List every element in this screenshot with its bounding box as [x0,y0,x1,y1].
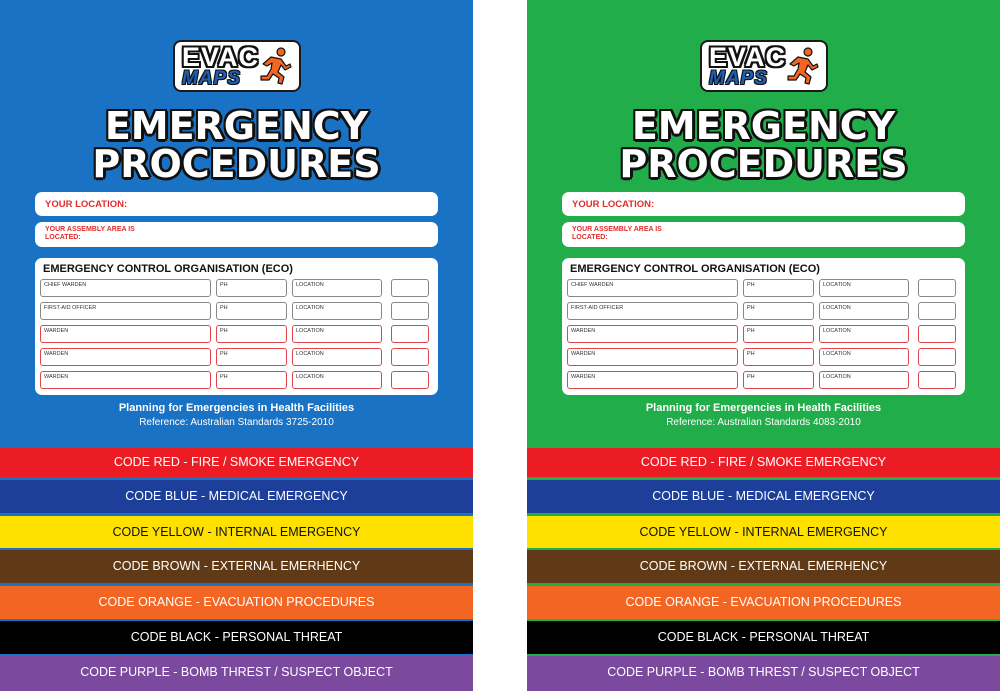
your-location-label: YOUR LOCATION: [572,199,655,210]
logo-maps-text: MAPS [709,68,768,89]
eco-location-cell[interactable]: LOCATION [819,325,909,343]
assembly-area-field[interactable] [562,222,965,247]
eco-phone-cell[interactable]: PH [216,302,287,320]
title-procedures: PROCEDURES [92,142,381,186]
eco-role-cell[interactable]: WARDEN [40,348,211,366]
code-brown-band [527,550,1000,583]
eco-blank-cell[interactable] [918,325,956,343]
eco-phone-cell[interactable]: PH [743,371,814,389]
code-orange-band [0,586,473,619]
eco-role-cell[interactable]: WARDEN [40,371,211,389]
title-emergency: EMERGENCY [631,104,896,148]
eco-blank-cell[interactable] [391,302,429,320]
code-black-band [0,621,473,654]
eco-heading: EMERGENCY CONTROL ORGANISATION (ECO) [570,263,820,275]
logo-evac-text: EVAC [182,42,260,72]
eco-role-cell[interactable]: CHIEF WARDEN [40,279,211,297]
poster-green [527,0,1000,691]
code-black-text: CODE BLACK - PERSONAL THREAT [657,630,870,644]
eco-phone-cell[interactable]: PH [216,371,287,389]
eco-phone-cell[interactable]: PH [216,279,287,297]
eco-phone-cell[interactable]: PH [743,348,814,366]
code-orange-text: CODE ORANGE - EVACUATION PROCEDURES [625,595,902,609]
standards-reference: Reference: Australian Standards 4083-2010 [666,417,861,428]
code-red-band [527,448,1000,477]
eco-location-cell[interactable]: LOCATION [292,279,382,297]
assembly-area-field[interactable] [35,222,438,247]
code-blue-band [527,480,1000,513]
code-yellow-text: CODE YELLOW - INTERNAL EMERGENCY [639,525,888,539]
eco-blank-cell[interactable] [918,302,956,320]
eco-role-cell[interactable]: WARDEN [567,348,738,366]
planning-heading: Planning for Emergencies in Health Facilities [118,402,355,414]
logo-evac-text: EVAC [709,42,787,72]
your-location-field[interactable] [562,192,965,216]
code-purple-text: CODE PURPLE - BOMB THREST / SUSPECT OBJECT [607,665,920,679]
your-location-label: YOUR LOCATION: [45,199,128,210]
eco-heading: EMERGENCY CONTROL ORGANISATION (ECO) [43,263,293,275]
eco-phone-cell[interactable]: PH [743,279,814,297]
eco-blank-cell[interactable] [391,348,429,366]
eco-panel [562,258,965,395]
standards-reference: Reference: Australian Standards 3725-2010 [139,417,334,428]
eco-phone-cell[interactable]: PH [743,325,814,343]
running-man-icon [257,47,293,87]
title-emergency: EMERGENCY [104,104,369,148]
evac-maps-logo [700,40,828,92]
poster-blue [0,0,473,691]
eco-blank-cell[interactable] [918,348,956,366]
evac-maps-logo [173,40,301,92]
code-blue-band [0,480,473,513]
code-blue-text: CODE BLUE - MEDICAL EMERGENCY [652,489,875,503]
eco-phone-cell[interactable]: PH [743,302,814,320]
eco-location-cell[interactable]: LOCATION [819,348,909,366]
eco-role-cell[interactable]: WARDEN [40,325,211,343]
eco-panel [35,258,438,395]
eco-location-cell[interactable]: LOCATION [819,371,909,389]
eco-blank-cell[interactable] [918,371,956,389]
code-blue-text: CODE BLUE - MEDICAL EMERGENCY [125,489,348,503]
title-procedures: PROCEDURES [619,142,908,186]
code-red-text: CODE RED - FIRE / SMOKE EMERGENCY [113,455,360,469]
eco-role-cell[interactable]: WARDEN [567,325,738,343]
eco-location-cell[interactable]: LOCATION [292,371,382,389]
code-purple-band [0,656,473,691]
code-brown-band [0,550,473,583]
code-red-text: CODE RED - FIRE / SMOKE EMERGENCY [640,455,887,469]
eco-location-cell[interactable]: LOCATION [292,302,382,320]
code-yellow-text: CODE YELLOW - INTERNAL EMERGENCY [112,525,361,539]
assembly-area-label: YOUR ASSEMBLY AREA IS LOCATED: [45,226,135,241]
eco-phone-cell[interactable]: PH [216,325,287,343]
code-black-text: CODE BLACK - PERSONAL THREAT [130,630,343,644]
logo-maps-text: MAPS [182,68,241,89]
code-black-band [527,621,1000,654]
code-yellow-band [0,516,473,548]
planning-heading: Planning for Emergencies in Health Facilities [645,402,882,414]
eco-location-cell[interactable]: LOCATION [292,348,382,366]
eco-blank-cell[interactable] [391,279,429,297]
eco-location-cell[interactable]: LOCATION [292,325,382,343]
code-purple-text: CODE PURPLE - BOMB THREST / SUSPECT OBJECT [80,665,393,679]
code-orange-text: CODE ORANGE - EVACUATION PROCEDURES [98,595,375,609]
eco-blank-cell[interactable] [918,279,956,297]
code-brown-text: CODE BROWN - EXTERNAL EMERHENCY [639,559,888,573]
code-yellow-band [527,516,1000,548]
eco-location-cell[interactable]: LOCATION [819,302,909,320]
eco-role-cell[interactable]: FIRST-AID OFFICER [40,302,211,320]
eco-phone-cell[interactable]: PH [216,348,287,366]
eco-role-cell[interactable]: CHIEF WARDEN [567,279,738,297]
code-brown-text: CODE BROWN - EXTERNAL EMERHENCY [112,559,361,573]
code-red-band [0,448,473,477]
eco-blank-cell[interactable] [391,325,429,343]
eco-role-cell[interactable]: WARDEN [567,371,738,389]
your-location-field[interactable] [35,192,438,216]
eco-blank-cell[interactable] [391,371,429,389]
running-man-icon [784,47,820,87]
eco-role-cell[interactable]: FIRST-AID OFFICER [567,302,738,320]
eco-location-cell[interactable]: LOCATION [819,279,909,297]
code-orange-band [527,586,1000,619]
assembly-area-label: YOUR ASSEMBLY AREA IS LOCATED: [572,226,662,241]
code-purple-band [527,656,1000,691]
